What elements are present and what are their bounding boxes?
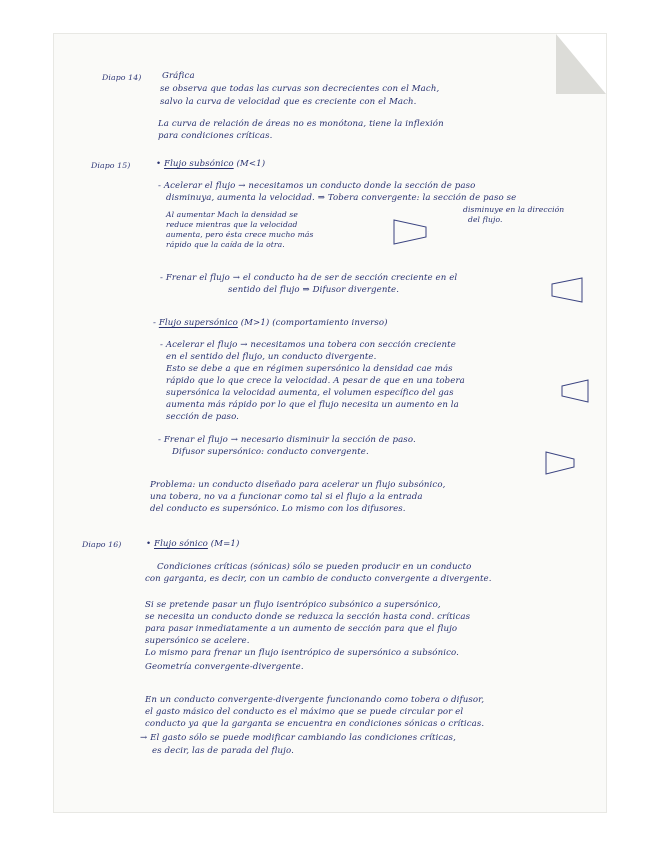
sonic-heading-suffix: (M=1) <box>210 539 240 549</box>
subsonic-heading-suffix: (M<1) <box>236 159 266 169</box>
text-line: → El gasto sólo se puede modificar cambiando las condiciones críticas, <box>140 733 456 743</box>
section-title-grafica: Gráfica <box>162 71 195 81</box>
slide-label-16: Diapo 16) <box>82 540 122 549</box>
text-line: supersónica la velocidad aumenta, el volumen específico del gas <box>166 388 454 398</box>
page-corner-fold <box>556 34 606 94</box>
text-line: Esto se debe a que en régimen supersónico la densidad cae más <box>166 364 453 374</box>
subsonic-heading-title: Flujo subsónico <box>164 159 234 169</box>
text-line: - Acelerar el flujo → necesitamos una tobera con sección creciente <box>160 340 456 350</box>
text-line: supersónico se acelere. <box>145 636 250 646</box>
text-line: salvo la curva de velocidad que es creciente con el Mach. <box>160 97 417 107</box>
text-line: con garganta, es decir, con un cambio de conducto convergente a divergente. <box>145 574 492 584</box>
sonic-heading-title: Flujo sónico <box>154 539 208 549</box>
text-line: rápido que lo que crece la velocidad. A pesar de que en una tobera <box>166 376 465 386</box>
text-line: Si se pretende pasar un flujo isentrópico subsónico a supersónico, <box>145 600 441 610</box>
divergent-diffuser-sketch <box>550 276 584 304</box>
text-line: Lo mismo para frenar un flujo isentrópico de supersónico a subsónico. <box>145 648 459 658</box>
text-line: - Frenar el flujo → el conducto ha de ser de sección creciente en el <box>160 273 458 283</box>
text-line: del conducto es supersónico. Lo mismo con los difusores. <box>150 504 406 514</box>
divergent-nozzle-sketch <box>560 378 590 404</box>
text-line: conducto ya que la garganta se encuentra en condiciones sónicas o críticas. <box>145 719 485 729</box>
text-line: reduce mientras que la velocidad <box>166 220 298 229</box>
text-line: Difusor supersónico: conducto convergente. <box>172 447 369 457</box>
text-line: rápido que la caída de la otra. <box>166 240 285 249</box>
text-line: el gasto másico del conducto es el máximo que se puede circular por el <box>145 707 464 717</box>
text-line: sección de paso. <box>166 412 240 422</box>
text-line: una tobera, no va a funcionar como tal si el flujo a la entrada <box>150 492 423 502</box>
side-note: del flujo. <box>468 215 503 224</box>
slide-label-14: Diapo 14) <box>102 73 142 82</box>
text-line: Geometría convergente-divergente. <box>145 662 304 672</box>
supersonic-heading-suffix: (M>1) (comportamiento inverso) <box>240 318 388 328</box>
sonic-heading: • Flujo sónico (M=1) <box>146 539 240 549</box>
slide-label-15: Diapo 15) <box>91 161 131 170</box>
text-line: en el sentido del flujo, un conducto divergente. <box>166 352 377 362</box>
text-line: es decir, las de parada del flujo. <box>152 746 294 756</box>
text-line: aumenta más rápido por lo que el flujo necesita un aumento en la <box>166 400 459 410</box>
text-line: La curva de relación de áreas no es monótona, tiene la inflexión <box>158 119 444 129</box>
text-line: Condiciones críticas (sónicas) sólo se pueden producir en un conducto <box>157 562 472 572</box>
text-line: para condiciones críticas. <box>158 131 273 141</box>
text-line: se necesita un conducto donde se reduzca la sección hasta cond. críticas <box>145 612 471 622</box>
side-note: disminuye en la dirección <box>463 205 565 214</box>
supersonic-heading: - Flujo supersónico (M>1) (comportamiento inverso) <box>153 318 388 328</box>
text-line: sentido del flujo ⇒ Difusor divergente. <box>228 285 400 295</box>
text-line: se observa que todas las curvas son decrecientes con el Mach, <box>160 84 440 94</box>
text-line: Al aumentar Mach la densidad se <box>166 210 298 219</box>
text-line: para pasar inmediatamente a un aumento de sección para que el flujo <box>145 624 458 634</box>
text-line: - Frenar el flujo → necesario disminuir la sección de paso. <box>158 435 416 445</box>
supersonic-heading-title: Flujo supersónico <box>158 318 238 328</box>
convergent-diffuser-sketch <box>544 450 576 476</box>
text-line: Problema: un conducto diseñado para acelerar un flujo subsónico, <box>150 480 446 490</box>
text-line: disminuya, aumenta la velocidad. ⇒ Tobera convergente: la sección de paso se <box>166 193 517 203</box>
subsonic-heading: • Flujo subsónico (M<1) <box>156 159 266 169</box>
text-line: - Acelerar el flujo → necesitamos un conducto donde la sección de paso <box>158 181 476 191</box>
text-line: En un conducto convergente-divergente funcionando como tobera o difusor, <box>145 695 485 705</box>
text-line: aumenta, pero ésta crece mucho más <box>166 230 314 239</box>
convergent-nozzle-sketch <box>392 218 428 246</box>
